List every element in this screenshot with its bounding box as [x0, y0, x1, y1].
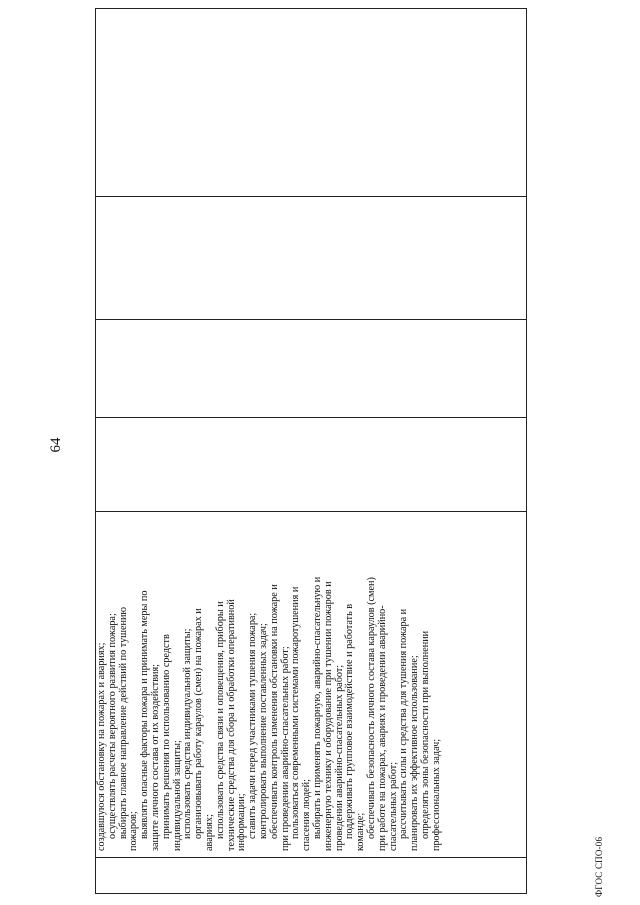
curriculum-table [95, 8, 527, 894]
skill-line: рассчитывать силы и средства для тушения пожара и [398, 608, 410, 839]
skill-line: авариях; [203, 814, 215, 851]
page-number: 64 [48, 437, 64, 453]
skill-line: инженерную технику и оборудование при тушении пожаров и [322, 581, 334, 851]
skill-line: технические средства для сбора и обработки оперативной [225, 599, 237, 851]
skill-line: организовывать работу караулов (смен) на пожарах и [193, 608, 205, 839]
document-footer: ФГОС СПО-06 [594, 836, 604, 897]
skills-list [96, 512, 443, 857]
skill-line: осуществлять расчеты вероятного развития пожара; [106, 613, 118, 839]
skill-line: пожаров; [128, 811, 140, 851]
skill-line: спасательных работ; [387, 761, 399, 851]
skill-line: защите личного состава от их воздействия; [149, 663, 161, 851]
table-cell-skills [96, 512, 527, 858]
skill-line: ставить задачи перед участниками тушения пожара; [247, 612, 259, 839]
skill-line: профессиональных задач; [430, 738, 442, 851]
skill-line: использовать средства индивидуальной защиты; [182, 628, 194, 839]
skill-line: спасения людей; [301, 779, 313, 851]
skill-line: при проведении аварийно-спасательных работ; [279, 646, 291, 851]
skill-line: использовать средства связи и оповещения, приборы и [214, 601, 226, 839]
skill-line: создавшуюся обстановку на пожарах и авариях; [96, 642, 107, 851]
table-cell-empty-3 [96, 197, 527, 320]
skill-line: пользоваться современными системами пожаротушения и [290, 586, 302, 839]
skill-line: определять зоны безопасности при выполнении [419, 630, 431, 839]
table-cell-empty-1 [96, 418, 527, 512]
skill-line: проведении аварийно-спасательных работ; [333, 664, 345, 851]
skill-line: поддерживать групповое взаимодействие и работать в [344, 603, 356, 839]
skill-line: индивидуальной защиты; [171, 740, 183, 851]
table-row [96, 9, 527, 894]
table-cell-empty-4 [96, 9, 527, 197]
skill-line: планировать их эффективное использование; [409, 655, 421, 851]
skill-line: принимать решения по использованию средств [160, 634, 172, 839]
table-cell-left-edge [96, 858, 527, 894]
skill-line: выбирать главное направление действий по тушению [117, 606, 129, 839]
skill-line: обеспечивать безопасность личного состава караулов (смен) [365, 577, 377, 839]
skill-line: выбирать и применять пожарную, аварийно-спасательную и [311, 576, 323, 839]
skill-line: информации; [236, 793, 248, 851]
skill-line: обеспечивать контроль изменения обстановки на пожаре и [268, 584, 280, 839]
table-cell-empty-2 [96, 320, 527, 418]
skill-line: при работе на пожарах, авариях и проведении аварийно- [376, 605, 388, 851]
skill-line: выявлять опасные факторы пожара и принимать меры по [139, 590, 151, 839]
skill-line: команде; [355, 812, 367, 851]
skill-line: контролировать выполнение поставленных задач; [257, 623, 269, 839]
